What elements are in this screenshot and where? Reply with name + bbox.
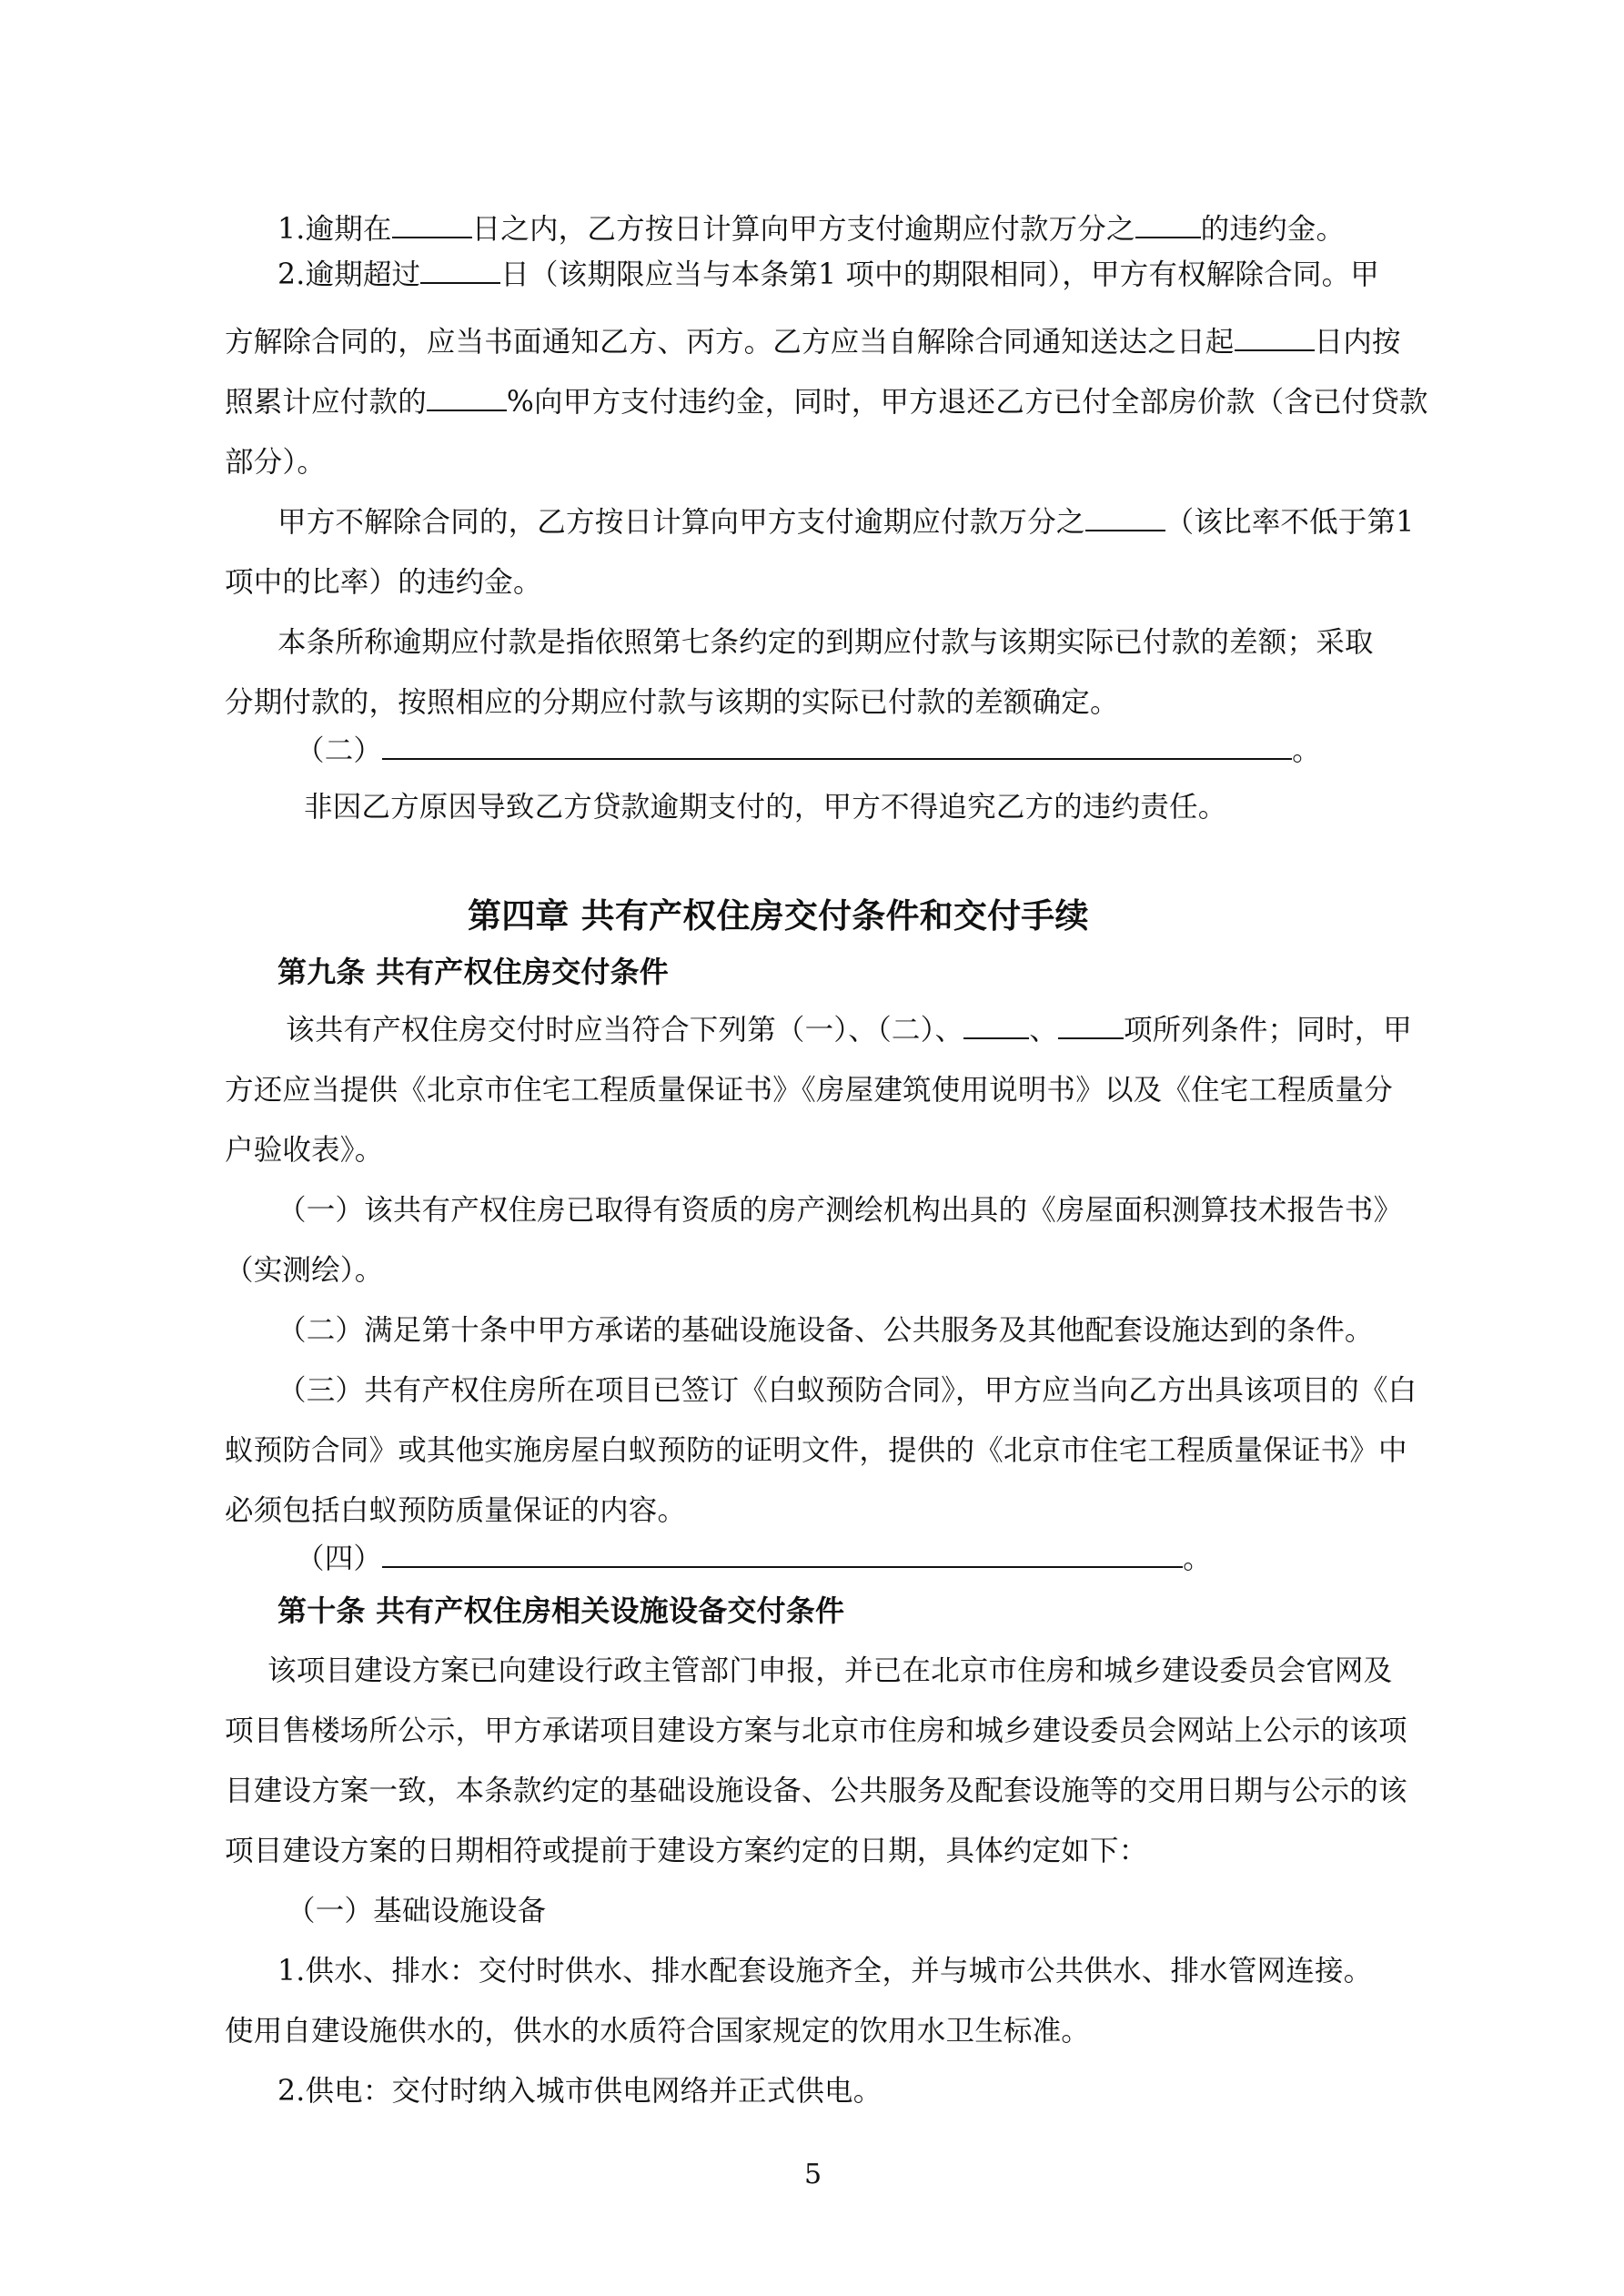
paragraph-line (225, 1492, 686, 1529)
fill-in-blank (427, 384, 507, 411)
text-segment: 项目建设方案的日期相符或提前于建设方案约定的日期，具体约定如下： (225, 1835, 1148, 1867)
paragraph-line (287, 1893, 546, 1929)
text-segment: 2.逾期超过 (277, 258, 421, 291)
paragraph-line (225, 1132, 383, 1168)
fill-in-blank (382, 733, 1292, 760)
text-segment: （实测绘）。 (225, 1254, 384, 1287)
paragraph-line (225, 1252, 383, 1289)
paragraph-line (225, 684, 1119, 721)
paragraph-line (225, 1072, 1393, 1108)
paragraph-line (277, 504, 1414, 541)
text-segment: 项所列条件；同时，甲 (1123, 1014, 1412, 1047)
paragraph-line (277, 1192, 1402, 1229)
text-segment: 蚁预防合同》或其他实施房屋白蚁预防的证明文件，提供的《北京市住宅工程质量保证书》中 (225, 1434, 1407, 1467)
heading-text: 第四章 共有产权住房交付条件和交付手续 (468, 896, 1089, 936)
fill-in-blank (1235, 324, 1315, 351)
clause-2-line (277, 257, 1379, 293)
article-heading (277, 1593, 844, 1629)
paragraph-line (277, 2073, 882, 2109)
text-segment: 方解除合同的，应当书面通知乙方、丙方。乙方应当自解除合同通知送达之日起 (225, 326, 1235, 359)
heading-text: 第九条 共有产权住房交付条件 (277, 955, 669, 989)
clause-2-line (225, 384, 1428, 420)
page-number: 5 (804, 2159, 822, 2190)
text-segment: 。 (1183, 1542, 1212, 1575)
paragraph-line (225, 1713, 1407, 1749)
paragraph-line (225, 1833, 1147, 1869)
paragraph-line (225, 564, 542, 601)
text-segment: 、 (1029, 1014, 1058, 1047)
text-segment: 非因乙方原因导致乙方贷款逾期支付的，甲方不得追究乙方的违约责任。 (304, 791, 1227, 824)
text-segment: 2.供电：交付时纳入城市供电网络并正式供电。 (277, 2075, 883, 2108)
text-segment: （该比率不低于第1 (1165, 506, 1415, 539)
text-segment: 分期付款的，按照相应的分期应付款与该期的实际已付款的差额确定。 (225, 686, 1119, 719)
fill-in-blank (1085, 504, 1165, 531)
text-segment: （四） (296, 1542, 383, 1575)
text-segment: 日内按 (1314, 326, 1401, 359)
fill-in-blank (420, 257, 500, 284)
paragraph-line (277, 1372, 1417, 1409)
paragraph-line (277, 1953, 1372, 1989)
text-segment: 该项目建设方案已向建设行政主管部门申报，并已在北京市住房和城乡建设委员会官网及 (267, 1654, 1393, 1687)
text-segment: 。 (1292, 734, 1321, 767)
text-segment: 1.逾期在 (277, 213, 392, 246)
fill-in-blank (1058, 1012, 1124, 1039)
clause-2-line (225, 444, 326, 480)
chapter-heading (468, 895, 1089, 937)
fill-in-blank (963, 1012, 1029, 1039)
text-segment: 项中的比率）的违约金。 (225, 566, 542, 599)
fill-in-blank (392, 211, 472, 238)
paragraph-line (286, 1012, 1412, 1048)
paragraph-line (225, 1432, 1407, 1469)
text-segment: 日（该期限应当与本条第1 项中的期限相同），甲方有权解除合同。甲 (500, 258, 1379, 291)
text-segment: （二）满足第十条中甲方承诺的基础设施设备、公共服务及其他配套设施达到的条件。 (277, 1314, 1374, 1347)
text-segment: 部分）。 (225, 446, 327, 479)
text-segment: 日之内，乙方按日计算向甲方支付逾期应付款万分之 (471, 213, 1135, 246)
text-segment: 使用自建设施供水的，供水的水质符合国家规定的饮用水卫生标准。 (225, 2015, 1091, 2048)
text-segment: 甲方不解除合同的，乙方按日计算向甲方支付逾期应付款万分之 (277, 506, 1085, 539)
text-segment: （一）该共有产权住房已取得有资质的房产测绘机构出具的《房屋面积测算技术报告书》 (277, 1194, 1403, 1227)
paragraph-line (225, 2013, 1090, 2049)
text-segment: 本条所称逾期应付款是指依照第七条约定的到期应付款与该期实际已付款的差额；采取 (277, 626, 1374, 659)
heading-text: 第十条 共有产权住房相关设施设备交付条件 (277, 1593, 845, 1628)
fill-in-blank (382, 1541, 1183, 1568)
paragraph-line (277, 624, 1374, 661)
fill-in-line (296, 733, 1321, 769)
text-segment: （一）基础设施设备 (287, 1895, 547, 1927)
paragraph-line (304, 789, 1226, 825)
text-segment: （二） (296, 734, 383, 767)
clause-1-line (277, 211, 1345, 248)
text-segment: 的违约金。 (1200, 213, 1346, 246)
text-segment: 该共有产权住房交付时应当符合下列第（一）、（二）、 (286, 1014, 964, 1047)
fill-in-blank (1135, 211, 1201, 238)
paragraph-line (225, 1773, 1407, 1809)
text-segment: 1.供水、排水：交付时供水、排水配套设施齐全，并与城市公共供水、排水管网连接。 (277, 1955, 1373, 1988)
text-segment: 户验收表》。 (225, 1134, 384, 1167)
text-segment: %向甲方支付违约金，同时，甲方退还乙方已付全部房价款（含已付贷款 (506, 386, 1428, 419)
text-segment: （三）共有产权住房所在项目已签订《白蚁预防合同》，甲方应当向乙方出具该项目的《白 (277, 1374, 1417, 1407)
text-segment: 照累计应付款的 (225, 386, 427, 419)
paragraph-line (277, 1312, 1374, 1349)
text-segment: 目建设方案一致，本条款约定的基础设施设备、公共服务及配套设施等的交用日期与公示的该 (225, 1775, 1407, 1807)
paragraph-line (267, 1653, 1392, 1689)
text-segment: 项目售楼场所公示，甲方承诺项目建设方案与北京市住房和城乡建设委员会网站上公示的该项 (225, 1714, 1407, 1747)
fill-in-line (296, 1541, 1212, 1577)
clause-2-line (225, 324, 1401, 360)
text-segment: 方还应当提供《北京市住宅工程质量保证书》《房屋建筑使用说明书》以及《住宅工程质量分 (225, 1074, 1393, 1107)
article-heading (277, 954, 669, 990)
text-segment: 必须包括白蚁预防质量保证的内容。 (225, 1494, 687, 1527)
